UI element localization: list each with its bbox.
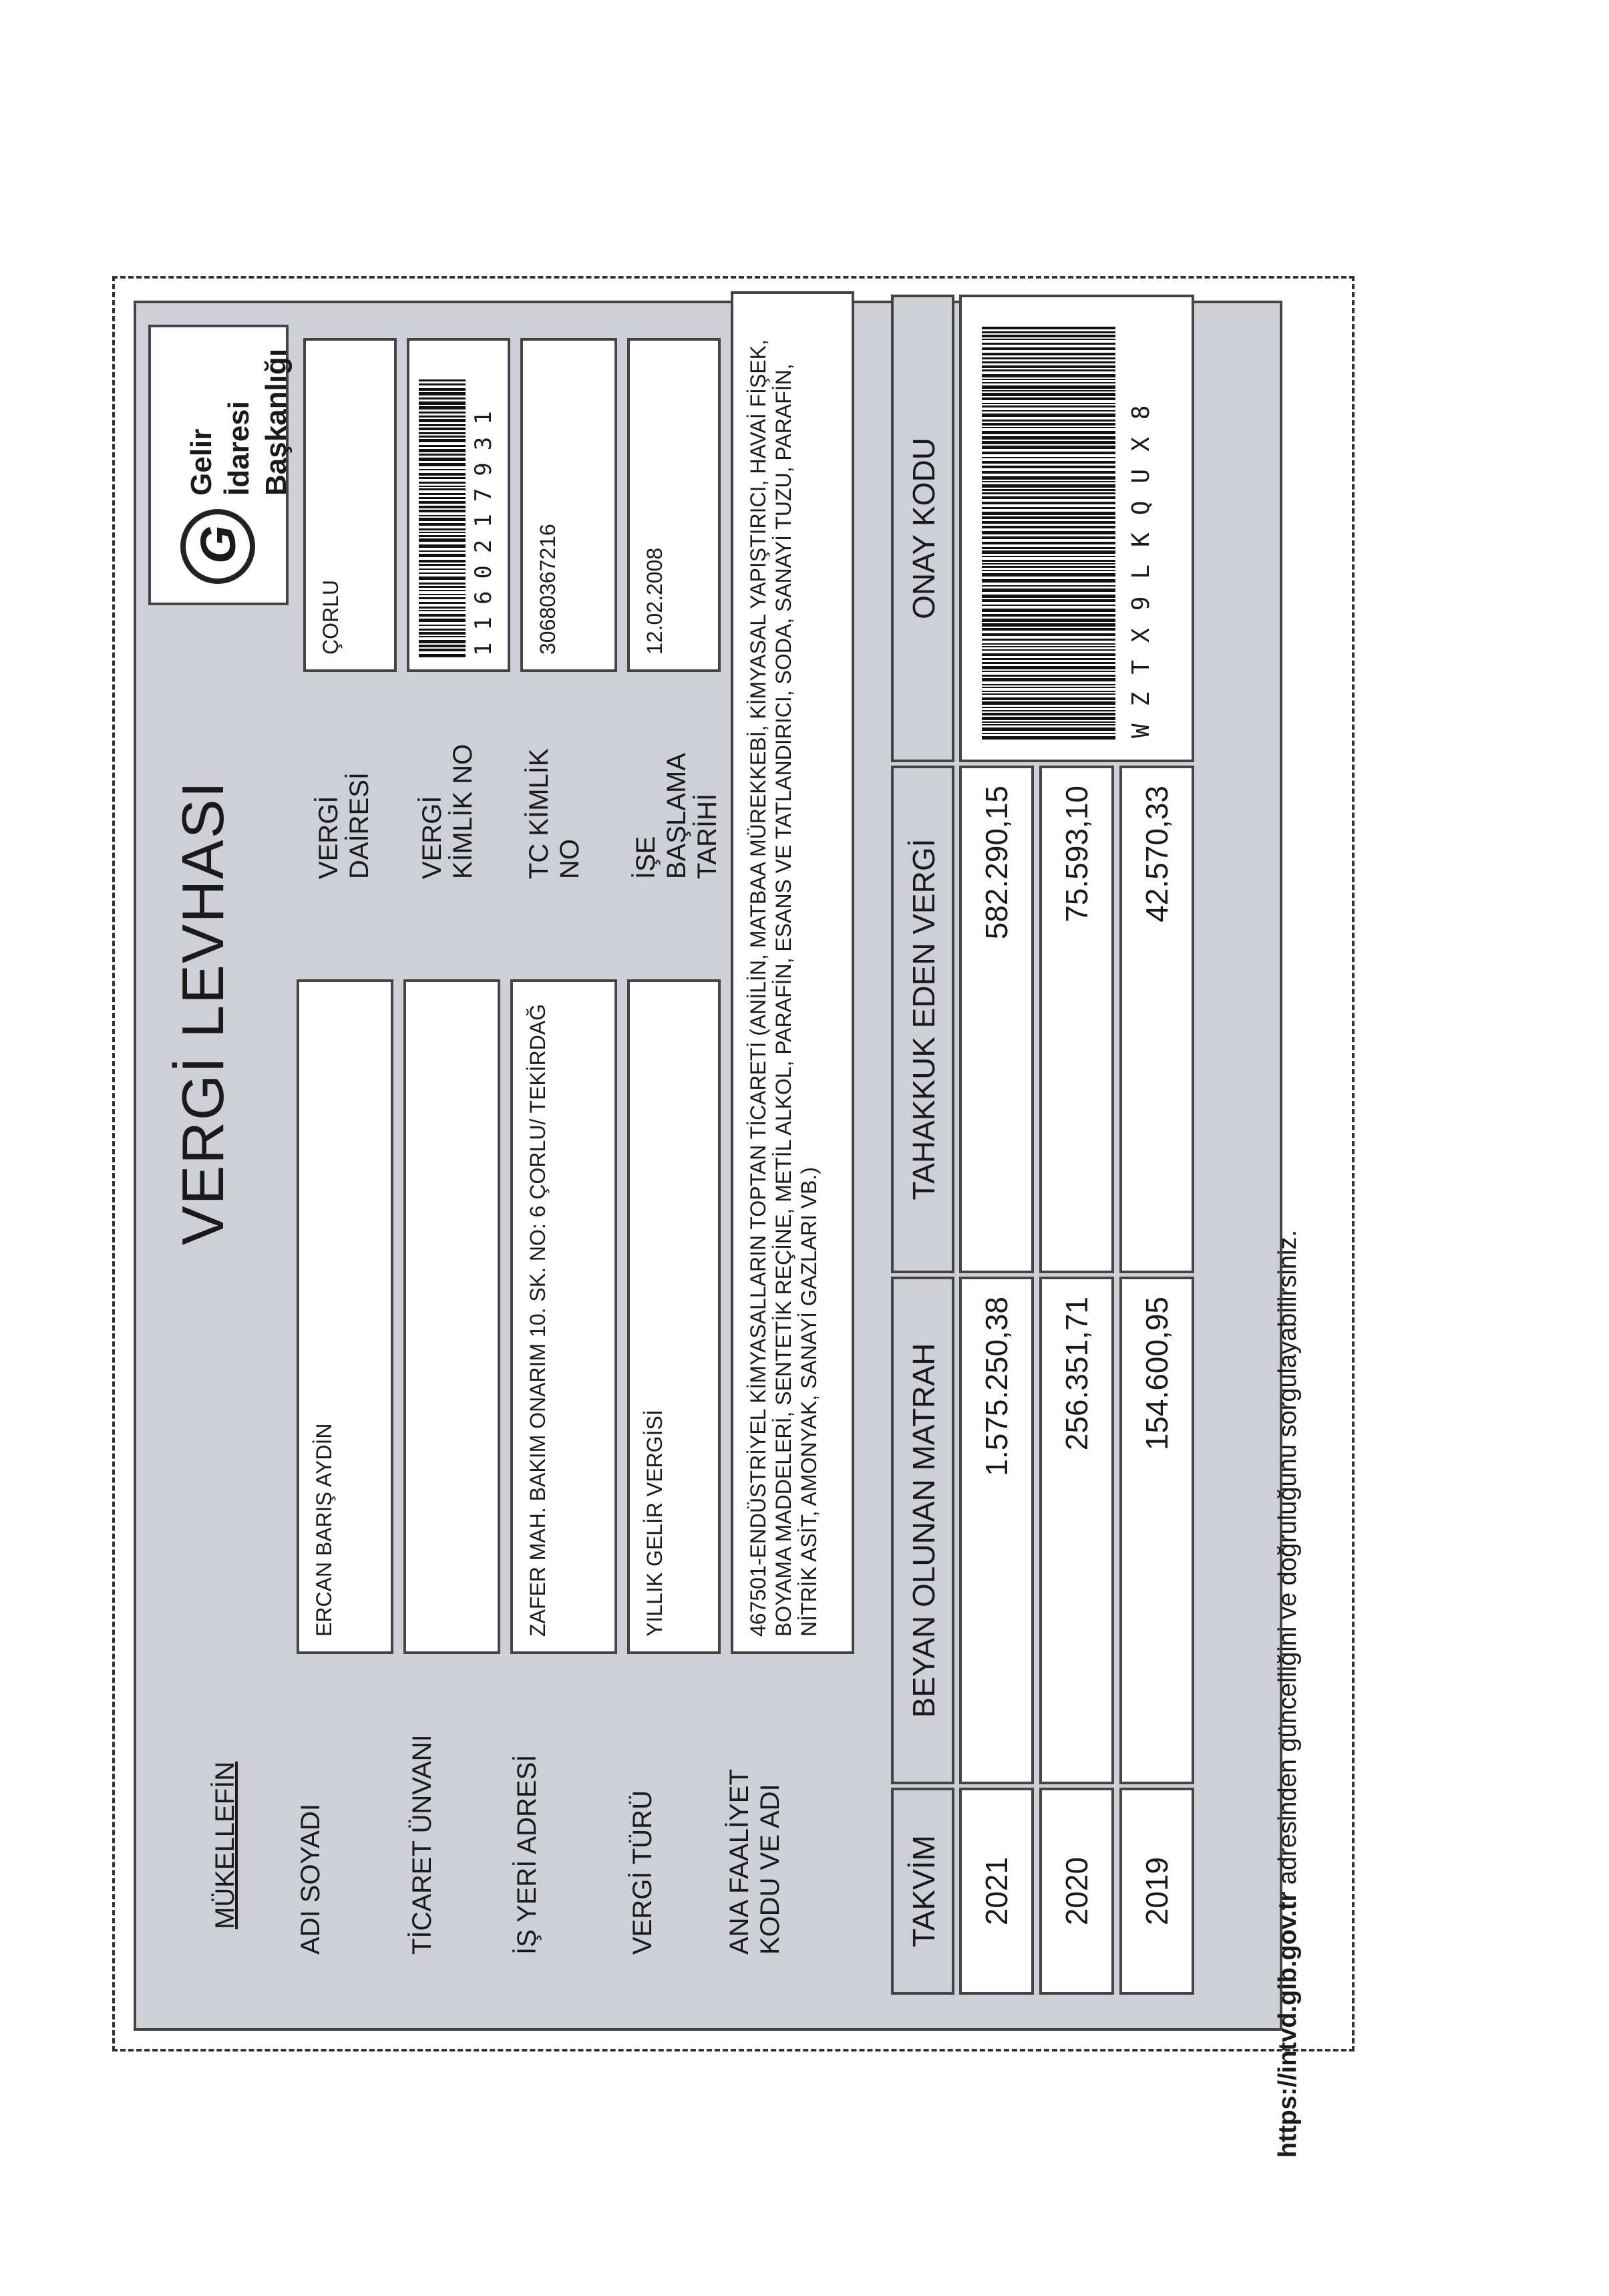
section-label: MÜKELLEFİN [210, 1761, 240, 1929]
barcode-bar [982, 646, 1115, 647]
barcode-bar [982, 414, 1115, 417]
table-row-tax: 582.290,15 [959, 766, 1034, 1273]
barcode-bar [419, 432, 466, 434]
barcode-bar [982, 547, 1115, 549]
barcode-bar [419, 544, 466, 548]
barcode-bar [982, 542, 1115, 544]
address-value: ZAFER MAH. BAKIM ONARIM 10. SK. NO: 6 ÇORLU/ TEKİRDAĞ [510, 979, 617, 1654]
barcode-bar [419, 477, 466, 479]
barcode-bar [982, 502, 1115, 504]
address-label: İŞ YERİ ADRESİ [512, 1754, 542, 1955]
barcode-bar [982, 484, 1115, 488]
barcode-bar [419, 482, 466, 484]
barcode-bar [419, 392, 466, 395]
trade-name-label: TİCARET ÜNVANI [407, 1734, 437, 1955]
barcode-bar [982, 379, 1115, 380]
footer-text: adresinden güncelliğini ve doğruluğunu sorgulayabilirsiniz. [1274, 1230, 1302, 1892]
barcode-bar [982, 361, 1115, 363]
barcode-bar [419, 594, 466, 595]
barcode-bar [419, 528, 466, 530]
barcode-bar [982, 599, 1115, 602]
barcode-bar [419, 469, 466, 470]
barcode-bar [982, 614, 1115, 617]
barcode-bar [419, 416, 466, 418]
barcode-bar [982, 385, 1115, 389]
tax-id-value-box [407, 338, 510, 672]
barcode-bar [982, 489, 1115, 491]
barcode-bar [982, 550, 1115, 554]
barcode-bar [982, 327, 1115, 329]
barcode-bar [982, 521, 1115, 524]
barcode-bar [982, 713, 1115, 715]
barcode-bar [419, 428, 466, 430]
barcode-bar [419, 488, 466, 490]
barcode-bar [982, 671, 1115, 672]
barcode-bar [982, 707, 1115, 708]
table-row-year: 2020 [1039, 1788, 1114, 1995]
barcode-bar [419, 645, 466, 647]
barcode-bar [982, 687, 1115, 688]
barcode-bar [419, 397, 466, 399]
barcode-bar [982, 653, 1115, 656]
barcode-bar [982, 476, 1115, 480]
barcode-bar [982, 733, 1115, 734]
tc-id-value: 30680367216 [520, 338, 617, 672]
barcode-bar [419, 401, 466, 405]
barcode-bar [419, 486, 466, 487]
barcode-bar [419, 597, 466, 599]
barcode-bar [982, 397, 1115, 400]
barcode-bar [419, 506, 466, 508]
barcode-bar [982, 331, 1115, 333]
barcode-bar [982, 633, 1115, 636]
barcode-bar [419, 463, 466, 466]
barcode-bar [982, 507, 1115, 509]
barcode-bar [982, 382, 1115, 383]
barcode-bar [982, 496, 1115, 499]
gib-logo-icon: G [180, 509, 255, 584]
barcode-bar [982, 710, 1115, 711]
approval-code-box [959, 295, 1194, 762]
barcode-bar [982, 393, 1115, 396]
barcode-bar [982, 649, 1115, 651]
barcode-bar [982, 365, 1115, 368]
barcode-bar [982, 339, 1115, 340]
barcode-bar [982, 423, 1115, 426]
barcode-bar [982, 390, 1115, 391]
barcode-bar [982, 579, 1115, 583]
page-title: VERGİ LEVHASI [170, 780, 236, 1246]
header-beyan: BEYAN OLUNAN MATRAH [891, 1277, 954, 1784]
barcode-bar [419, 568, 466, 570]
name-label: ADI SOYADI [296, 1804, 325, 1955]
barcode-bar [419, 454, 466, 456]
barcode-bar [419, 625, 466, 626]
barcode-bar [419, 379, 466, 381]
barcode-bar [982, 658, 1115, 660]
barcode-bar [419, 493, 466, 495]
barcode-bar [419, 449, 466, 452]
barcode-bar [982, 531, 1115, 534]
barcode-bar [982, 516, 1115, 519]
trade-name-value [403, 979, 500, 1654]
table-row-tax: 42.570,33 [1119, 766, 1194, 1273]
barcode-bar [982, 643, 1115, 645]
barcode-bar [982, 570, 1115, 571]
barcode-bar [982, 536, 1115, 539]
barcode-bar [982, 727, 1115, 731]
barcode-bar [419, 649, 466, 651]
barcode-bar [419, 383, 466, 385]
barcode-bar [982, 427, 1115, 428]
barcode-bar [982, 357, 1115, 359]
barcode-bar [982, 662, 1115, 664]
barcode-bar [419, 412, 466, 414]
authority-logo-box [148, 325, 293, 605]
barcode-bar [419, 610, 466, 611]
barcode-bar [419, 632, 466, 635]
barcode-bar [982, 721, 1115, 723]
barcode-bar [419, 424, 466, 426]
barcode-bar [982, 512, 1115, 515]
barcode-bar [419, 388, 466, 391]
barcode-bar [982, 441, 1115, 444]
barcode-bar [982, 405, 1115, 407]
barcode-bar [982, 343, 1115, 345]
barcode-bar [982, 526, 1115, 529]
barcode-bar [419, 406, 466, 409]
barcode-bar [982, 675, 1115, 677]
barcode-bar [982, 639, 1115, 641]
barcode-bar [419, 607, 466, 609]
barcode-bar [982, 691, 1115, 692]
barcode-bar [982, 471, 1115, 474]
tax-plate-card [134, 301, 1282, 2031]
barcode-bar [982, 446, 1115, 449]
barcode-bar [982, 724, 1115, 725]
barcode-bar [419, 577, 466, 580]
barcode-bar [419, 445, 466, 447]
barcode-bar [982, 452, 1115, 454]
barcode-bar [982, 563, 1115, 564]
approval-code-value: WZTX9LKQUX8 [1127, 387, 1155, 738]
barcode-bar [419, 614, 466, 617]
barcode-bar [982, 560, 1115, 562]
barcode-bar [982, 461, 1115, 464]
header-onay: ONAY KODU [891, 295, 954, 762]
tc-id-label: TC KİMLİK NO [524, 748, 584, 879]
barcode-bar [982, 431, 1115, 434]
activity-value: 467501-ENDÜSTRİYEL KİMYASALLARIN TOPTAN TİCARETİ (ANİLİN, MATBAA MÜREKKEBİ, KİMYASAL YAPIŞTIRICI, HAVAİ FİŞEK, BOYAMA MADDELERİ, SENTETİK REÇİNE, METİL ALKOL, PARAFİN, ESANS VE TATLANDIRICI, SODA, SANAYİ TUZU, PARAFİN, NİTRİK ASİT, AMONYAK, SANAYİ GAZLARI VB.) [731, 291, 854, 1654]
header-tahakkuk: TAHAKKUK EDEN VERGİ [891, 766, 954, 1273]
table-row-base: 154.600,95 [1119, 1277, 1194, 1784]
barcode-bar [419, 583, 466, 585]
barcode-bar [982, 573, 1115, 577]
barcode-bar [982, 374, 1115, 377]
barcode-bar [982, 701, 1115, 705]
barcode-bar [982, 466, 1115, 468]
authority-name-line2: Başkanlığı [260, 348, 293, 496]
table-row-base: 256.351,71 [1039, 1277, 1114, 1784]
barcode-bar [982, 420, 1115, 422]
barcode-bar [419, 523, 466, 526]
barcode-bar [419, 654, 466, 657]
barcode-bar [982, 619, 1115, 622]
name-value: ERCAN BARIŞ AYDİN [297, 979, 393, 1654]
barcode-bar [982, 623, 1115, 627]
barcode-bar [419, 629, 466, 631]
barcode-bar [419, 518, 466, 522]
barcode-bar [419, 550, 466, 552]
barcode-bar [982, 436, 1115, 440]
barcode-bar [419, 510, 466, 512]
table-row-tax: 75.593,10 [1039, 766, 1114, 1273]
barcode-bar [419, 532, 466, 533]
header-takvim: TAKVİM [891, 1788, 954, 1995]
barcode-bar [982, 353, 1115, 355]
barcode-bar [982, 369, 1115, 371]
authority-name-line1: Gelir İdaresi [185, 401, 255, 496]
barcode-bar [419, 419, 466, 422]
barcode-bar [419, 458, 466, 461]
authority-name [183, 327, 295, 496]
tax-id-label: VERGİ KİMLİK NO [417, 744, 478, 879]
barcode-bar [419, 586, 466, 588]
barcode-bar [982, 678, 1115, 681]
barcode-bar [419, 560, 466, 562]
barcode-bar [982, 481, 1115, 482]
start-date-label: İŞE BAŞLAMA TARİHİ [631, 754, 722, 879]
tax-office-value: ÇORLU [303, 338, 397, 672]
barcode-bar [982, 697, 1115, 700]
barcode-bar [419, 436, 466, 438]
activity-label: ANA FAALİYET KODU VE ADI [725, 1769, 785, 1955]
barcode-bar [982, 736, 1115, 740]
barcode-bar [419, 554, 466, 557]
barcode-bar [982, 605, 1115, 606]
tax-plate-card-wrapper [134, 301, 1282, 2031]
barcode-bar [419, 602, 466, 604]
barcode-bar [419, 473, 466, 476]
tax-type-label: VERGİ TÜRÜ [628, 1790, 657, 1955]
barcode-bar [419, 572, 466, 574]
barcode-bar [982, 693, 1115, 695]
table-row-year: 2021 [959, 1788, 1034, 1995]
tax-id-barcode [419, 377, 466, 657]
barcode-bar [982, 717, 1115, 720]
barcode-bar [419, 619, 466, 622]
approval-barcode [982, 325, 1115, 740]
barcode-bar [419, 564, 466, 566]
tax-type-value: YILLIK GELİR VERGİSİ [627, 979, 721, 1654]
table-row-base: 1.575.250,38 [959, 1277, 1034, 1784]
barcode-bar [982, 335, 1115, 337]
barcode-bar [982, 566, 1115, 568]
barcode-bar [982, 492, 1115, 494]
barcode-bar [419, 636, 466, 637]
barcode-bar [419, 538, 466, 542]
barcode-bar [419, 497, 466, 499]
start-date-value: 12.02.2008 [627, 338, 721, 672]
barcode-bar [982, 628, 1115, 631]
footer-link[interactable]: https://intvd.gib.gov.tr [1274, 1891, 1302, 2158]
barcode-bar [982, 457, 1115, 458]
barcode-bar [982, 589, 1115, 592]
barcode-bar [982, 347, 1115, 350]
tax-id-value: 1160217931 [470, 399, 497, 656]
barcode-bar [419, 501, 466, 504]
barcode-bar [982, 403, 1115, 404]
barcode-bar [419, 535, 466, 537]
table-row-year: 2019 [1119, 1788, 1194, 1995]
barcode-bar [982, 410, 1115, 412]
footer-note [1268, 942, 1308, 2158]
barcode-bar [419, 640, 466, 643]
barcode-bar [419, 590, 466, 591]
tax-office-label: VERGİ DAİRESİ [314, 772, 374, 879]
barcode-bar [419, 515, 466, 517]
barcode-bar [982, 585, 1115, 587]
barcode-bar [982, 556, 1115, 557]
barcode-bar [982, 595, 1115, 598]
barcode-bar [982, 666, 1115, 669]
barcode-bar [982, 609, 1115, 612]
barcode-bar [419, 439, 466, 442]
barcode-bar [982, 684, 1115, 685]
